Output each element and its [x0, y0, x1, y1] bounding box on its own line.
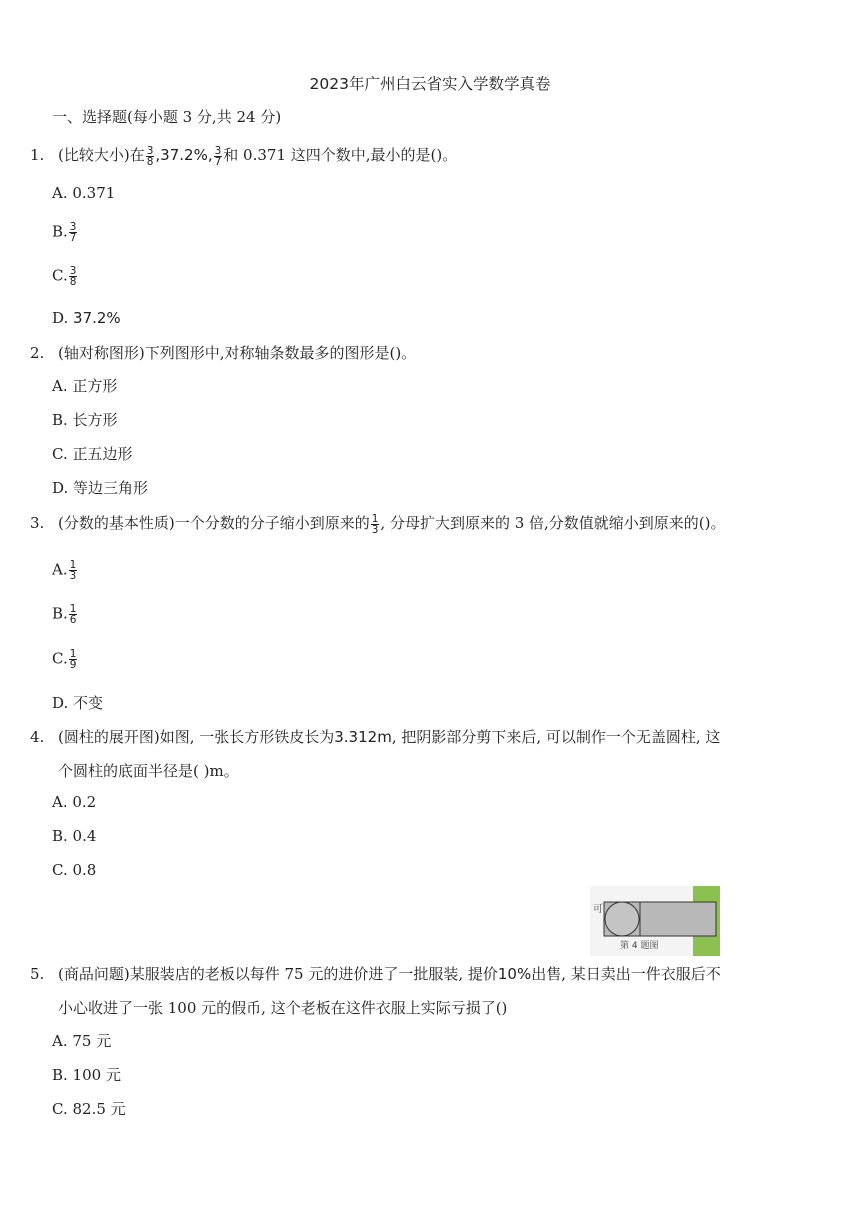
question-text: (轴对称图形)下列图形中,对称轴条数最多的图形是()。 [58, 344, 417, 362]
question-text: 和 0.371 这四个数中,最小的是()。 [223, 146, 458, 164]
figure-glyph: 可 [593, 904, 603, 915]
question-1 [30, 144, 457, 167]
option-c: C. 82.5 元 [52, 1100, 126, 1118]
question-text: , 分母扩大到原来的 3 倍,分数值就缩小到原来的()。 [380, 514, 726, 532]
option-b: B. $\frac{1}{6}$ [52, 603, 77, 626]
fraction: $\frac{1}{6}$ [69, 603, 77, 626]
option-a: A. 0.371 [52, 184, 116, 202]
fraction: $\frac{1}{3}$ [371, 512, 379, 536]
question-2 [30, 342, 416, 363]
question-4-line-2 [30, 760, 239, 781]
question-number: 4. [30, 728, 45, 746]
question-number: 1. [30, 146, 45, 164]
fraction: $\frac{3}{7}$ [214, 144, 222, 168]
question-value: 3.312m [334, 728, 392, 746]
question-4 [30, 726, 720, 747]
question-text: (比较大小)在 [58, 146, 145, 164]
option-c: C. 正五边形 [52, 445, 133, 463]
option-d: D. 不变 [52, 694, 104, 712]
fraction: $\frac{3}{8}$ [146, 144, 154, 168]
question-value: 10% [497, 965, 532, 983]
question-text: 出售, 某日卖出一件衣服后不 [531, 965, 721, 983]
question-text: 小心收进了一张 100 元的假币, 这个老板在这件衣服上实际亏损了() [58, 999, 508, 1017]
figure-caption: 第 4 题图 [620, 941, 659, 951]
question-text: , 把阴影部分剪下来后, 可以制作一个无盖圆柱, 这 [391, 728, 721, 746]
option-c: C. $\frac{3}{8}$ [52, 265, 77, 288]
option-d: D. 等边三角形 [52, 479, 149, 497]
question-text: (分数的基本性质)一个分数的分子缩小到原来的 [58, 514, 370, 532]
fraction: $\frac{3}{8}$ [69, 265, 77, 288]
option-b: B. 0.4 [52, 827, 97, 845]
section-heading: 一、选择题(每小题 3 分,共 24 分) [52, 108, 282, 126]
fraction: $\frac{1}{9}$ [69, 648, 77, 671]
question-text: 个圆柱的底面半径是( )m。 [58, 762, 239, 780]
base-circle [605, 902, 639, 936]
question-text: ,37.2%, [155, 146, 213, 164]
fraction: $\frac{3}{7}$ [69, 221, 77, 244]
option-b: B. 长方形 [52, 411, 118, 429]
option-a: A. 正方形 [52, 377, 118, 395]
page-title: 2023年广州白云省实入学数学真卷 [309, 75, 551, 93]
question-5-line-2 [30, 997, 507, 1018]
question-text: (圆柱的展开图)如图, 一张长方形铁皮长为 [58, 728, 335, 746]
question-3 [30, 512, 726, 535]
question-5 [30, 963, 721, 984]
fraction: $\frac{1}{3}$ [69, 559, 77, 582]
option-c: C. 0.8 [52, 861, 97, 879]
option-c: C. $\frac{1}{9}$ [52, 648, 77, 671]
option-d: D. 37.2% [52, 309, 121, 327]
question-number: 2. [30, 344, 45, 362]
question-text: (商品问题)某服装店的老板以每件 75 元的进价进了一批服装, 提价 [58, 965, 498, 983]
option-b: B. 100 元 [52, 1066, 121, 1084]
option-a: A. 75 元 [52, 1032, 112, 1050]
option-a: A. 0.2 [52, 793, 97, 811]
question-number: 5. [30, 965, 45, 983]
option-a: A. $\frac{1}{3}$ [52, 559, 77, 582]
question-number: 3. [30, 514, 45, 532]
option-b: B. $\frac{3}{7}$ [52, 221, 77, 244]
